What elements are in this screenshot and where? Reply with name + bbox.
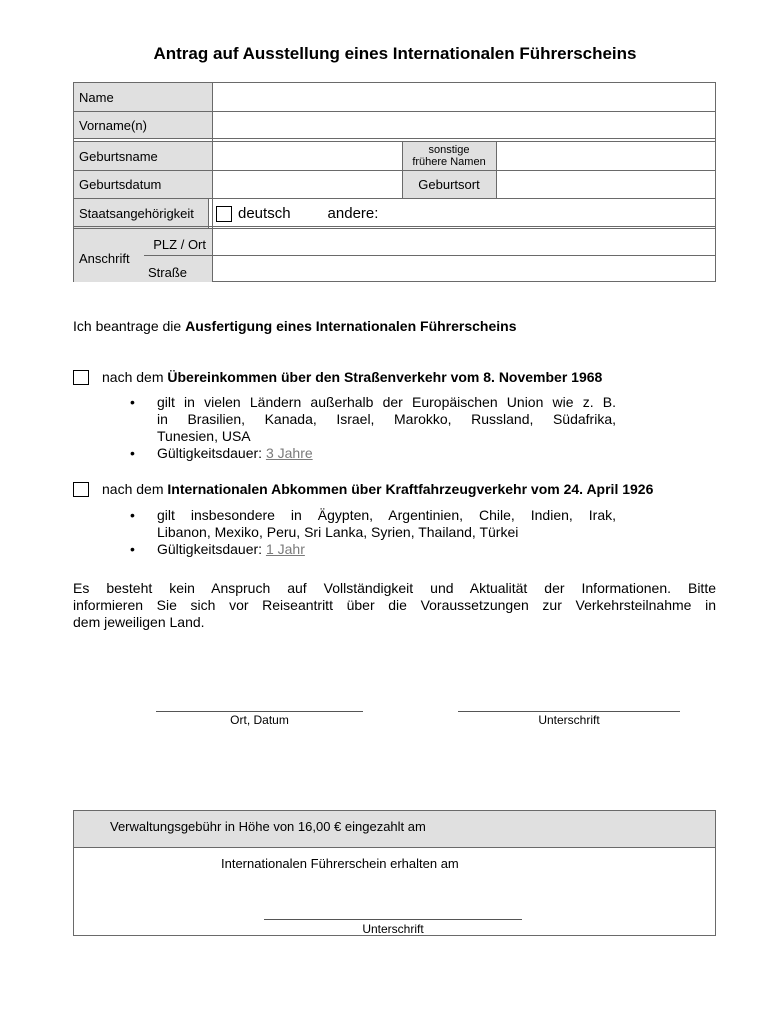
option1-prefix: nach dem <box>102 369 168 385</box>
page-title: Antrag auf Ausstellung eines Internationalen Führerscheins <box>153 44 637 63</box>
option1-validity-label: Gültigkeitsdauer: <box>157 445 266 461</box>
name-field[interactable] <box>212 83 716 111</box>
option1-bullets <box>130 394 616 462</box>
option1-validity-link[interactable]: 3 Jahre <box>265 445 313 461</box>
disclaimer-line1: Es besteht kein Anspruch auf Vollständigkeit und Aktualität der Informationen. Bitte <box>73 580 716 596</box>
option2-countries-line2: Libanon, Mexiko, Peru, Sri Lanka, Syrien, Thailand, Türkei <box>157 524 519 540</box>
option1-bullet-countries <box>130 394 616 445</box>
grid-line <box>74 111 716 112</box>
fee-box <box>73 810 716 936</box>
strasse-label: Straße <box>148 265 188 280</box>
grid-line <box>144 255 716 256</box>
option1-text <box>102 369 602 386</box>
unterschrift-label: Unterschrift <box>538 713 600 727</box>
option2-countries-line1: • gilt insbesondere in Ägypten, Argentinien, Chile, Indien, Irak, <box>157 507 616 523</box>
option2-bullets <box>130 507 616 558</box>
fee-unterschrift-label: Unterschrift <box>362 922 424 936</box>
option1-countries-line2: in Brasilien, Kanada, Israel, Marokko, Russland, Südafrika, <box>157 411 616 427</box>
geburtsort-field[interactable] <box>496 170 716 198</box>
name-label: Name <box>74 83 212 111</box>
geburtsname-label: Geburtsname <box>74 142 212 170</box>
option2-text <box>102 481 653 498</box>
disclaimer-line2: informieren Sie sich vor Reiseantritt über die Voraussetzungen zur Verkehrsteilnahme in <box>73 597 716 613</box>
vorname-field[interactable] <box>212 111 716 139</box>
sonstige-line1: sonstige <box>428 144 470 156</box>
option1-row <box>73 369 602 386</box>
geburtsort-label: Geburtsort <box>402 170 496 198</box>
andere-label: andere: <box>327 205 379 222</box>
grid-line <box>74 141 716 142</box>
option2-checkbox[interactable] <box>73 482 89 497</box>
sonstige-namen-field[interactable] <box>496 142 716 170</box>
sonstige-namen-label <box>402 142 496 170</box>
fee-signature-line[interactable] <box>264 919 522 920</box>
fee-text: Verwaltungsgebühr in Höhe von 16,00 € eingezahlt am <box>110 819 426 834</box>
intro-prefix: Ich beantrage die <box>73 318 186 334</box>
grid-line <box>74 228 716 229</box>
staat-row <box>212 199 716 228</box>
plz-ort-field[interactable] <box>212 229 716 255</box>
option1-countries-line1: • gilt in vielen Ländern außerhalb der Europäischen Union wie z. B. <box>157 394 616 410</box>
geburtsname-field[interactable] <box>212 142 402 170</box>
ort-datum-label: Ort, Datum <box>230 713 289 727</box>
unterschrift-line[interactable] <box>458 711 680 712</box>
option2-bold: Internationalen Abkommen über Kraftfahrzeugverkehr vom 24. April 1926 <box>167 481 654 497</box>
vorname-label: Vorname(n) <box>74 111 212 139</box>
option2-prefix: nach dem <box>102 481 168 497</box>
disclaimer <box>73 580 716 631</box>
intro-bold: Ausfertigung eines Internationalen Führerscheins <box>185 318 517 334</box>
sonstige-line2: frühere Namen <box>412 156 486 168</box>
geburtsdatum-label: Geburtsdatum <box>74 170 212 198</box>
grid-line <box>208 198 209 228</box>
option2-validity-label: Gültigkeitsdauer: <box>157 541 266 557</box>
option2-bullet-validity <box>130 541 616 558</box>
option1-checkbox[interactable] <box>73 370 89 385</box>
fee-header <box>74 811 715 848</box>
option2-validity-link[interactable]: 1 Jahr <box>265 541 305 557</box>
grid-line <box>74 198 716 199</box>
grid-line <box>402 141 403 198</box>
option1-countries-line3: Tunesien, USA <box>157 428 251 444</box>
grid-line <box>212 83 213 282</box>
anschrift-label: Anschrift <box>79 251 130 266</box>
deutsch-label: deutsch <box>238 205 291 222</box>
personal-data-table <box>73 82 716 282</box>
grid-line <box>496 141 497 198</box>
disclaimer-line3: dem jeweiligen Land. <box>73 614 205 630</box>
deutsch-checkbox[interactable] <box>216 206 232 222</box>
grid-line <box>74 138 716 139</box>
grid-line <box>74 226 716 227</box>
geburtsdatum-field[interactable] <box>212 170 402 198</box>
intro-text <box>73 318 517 335</box>
staat-label: Staatsangehörigkeit <box>74 199 208 228</box>
strasse-field[interactable] <box>212 256 716 282</box>
received-text: Internationalen Führerschein erhalten am <box>221 856 459 871</box>
option1-bold: Übereinkommen über den Straßenverkehr vom 8. November 1968 <box>167 369 603 385</box>
plz-label: PLZ / Ort <box>153 237 206 252</box>
grid-line <box>74 170 716 171</box>
option2-row <box>73 481 653 498</box>
option1-bullet-validity <box>130 445 616 462</box>
option2-bullet-countries <box>130 507 616 541</box>
ort-datum-line[interactable] <box>156 711 363 712</box>
